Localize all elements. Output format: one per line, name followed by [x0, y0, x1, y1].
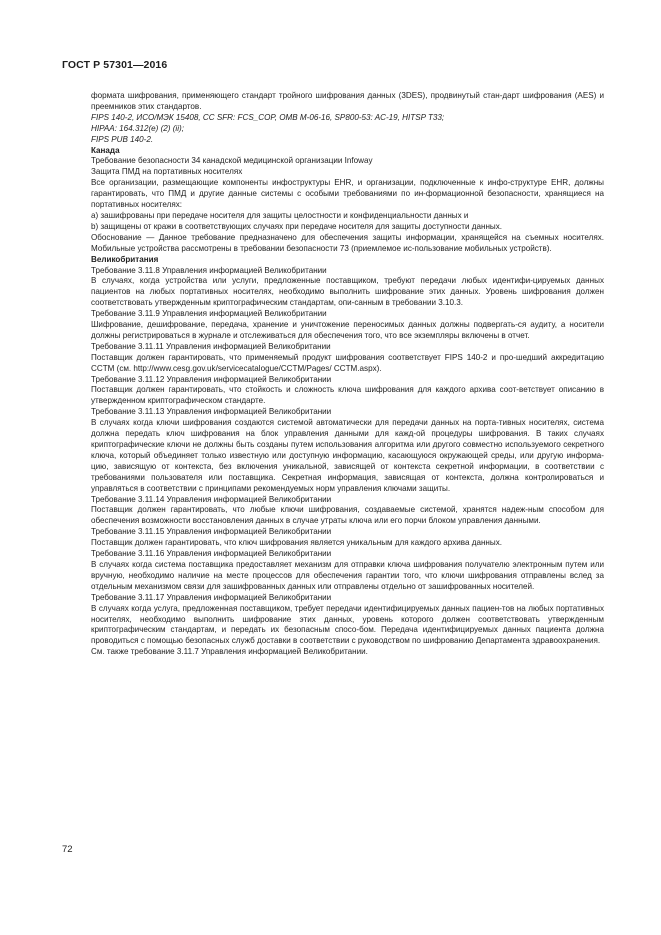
section-heading: Канада: [91, 145, 120, 155]
paragraph: b) защищены от кражи в соответствующих случаях при передаче носителя для защиты доступности данных.: [91, 221, 503, 231]
paragraph: Требование 3.11.14 Управления информацией Великобритании: [91, 494, 332, 504]
paragraph: Поставщик должен гарантировать, что ключ шифрования является уникальным для каждого архива данных.: [91, 538, 502, 548]
paragraph: формата шифрования, применяющего стандарт тройного шифрования данных (3DES), продвинутый стан-дарт шифрования (AES) и преемников этих стандартов.: [91, 91, 604, 111]
paragraph: В случаях, когда устройства или услуги, предложенные поставщиком, требуют передачи любых идентифи-цируемых данных пациентов на любых портативных носителях, необходимо выполнить шифрование этих данных. Уровень шифрования должен соответствовать утвержденным криптографическим стандартам, опи-санным в требовании 3.10.3.: [91, 276, 604, 308]
paragraph: Требование 3.11.9 Управления информацией Великобритании: [91, 309, 327, 319]
paragraph: Поставщик должен гарантировать, что стойкость и сложность ключа шифрования для каждого архива соот-ветствует описанию в утвержденном криптографическом стандарте.: [91, 385, 604, 406]
document-body: [91, 91, 604, 658]
document-header: ГОСТ Р 57301—2016: [62, 59, 168, 71]
paragraph: HIPAA: 164.312(e) (2) (ii);: [91, 123, 184, 133]
paragraph: Обоснование — Данное требование предназначено для обеспечения защиты информации, хранящейся на съемных носителях. Мобильные устройства рассмотрены в требовании безопасности 73 (приемлемое ис-пользование мобильных устройств).: [91, 232, 604, 253]
paragraph: FIPS PUB 140-2.: [91, 134, 154, 144]
paragraph: Шифрование, дешифрование, передача, хранение и уничтожение переносимых данных должны подвергать-ся аудиту, а носители должны регистрироваться в журнале и отслеживаться для обеспечения того, что все экземпляры включены в отчет.: [91, 320, 604, 340]
paragraph: Требование 3.11.16 Управления информацией Великобритании: [91, 549, 332, 559]
paragraph: Требование 3.11.17 Управления информацией Великобритании: [91, 592, 332, 602]
paragraph: Требование безопасности 34 канадской медицинской организации Infoway: [91, 156, 373, 166]
paragraph: а) зашифрованы при передаче носителя для защиты целостности и конфиденциальности данных и: [91, 210, 469, 220]
paragraph: Требование 3.11.15 Управления информацией Великобритании: [91, 527, 332, 537]
paragraph: Поставщик должен гарантировать, что любые ключи шифрования, создаваемые системой, хранятся надеж-ным способом для обеспечения возможности восстановления данных в случае утраты ключа или его порчи блоком управления данными.: [91, 505, 604, 526]
paragraph: Требование 3.11.8 Управления информацией Великобритании: [91, 265, 327, 275]
section-heading: Великобритания: [91, 254, 159, 264]
paragraph: Требование 3.11.11 Управления информацией Великобритании: [91, 341, 331, 351]
paragraph: Требование 3.11.13 Управления информацией Великобритании: [91, 407, 332, 417]
paragraph: См. также требование 3.11.7 Управления информацией Великобритании.: [91, 647, 368, 657]
page-number: 72: [62, 844, 73, 855]
paragraph: В случаях когда система поставщика предоставляет механизм для отправки ключа шифрования получателю электронным путем или вручную, необходимо наличие на месте процессов для обеспечения гарантии того, что ключи шифрования отправлены вслед за отдельным механизмом связи для зашифрованных данных или отправлены отдельно от зашифрованных носителей.: [91, 559, 604, 591]
paragraph: В случаях когда ключи шифрования создаются системой автоматически для передачи данных на порта-тивных носителях, система должна передать ключ шифрования на блок управления данными для кажд-ой процедуры шифрования. В таких случаях криптографические ключи не должны быть созданы путем использования алгоритма или другого совместно используемого секретного ключа, который объединяет только известную или доступную информацию, касающуюся окружающей среды, или другую информа-цию, зависящую от контекста, без включения уникальной, зависящей от контекста секретной информации, в соответствии с требованиями пользователя или поставщика. Секретная информация, зависящая от контекста, должна контролироваться и управляться в соответствии с принципами рекомендуемых норм управления ключами защиты.: [91, 418, 604, 493]
paragraph: FIPS 140-2, ИСО/МЭК 15408, CC SFR: FCS_COP, OMB M-06-16, SP800-53: AC-19, HITSP T33;: [91, 112, 445, 122]
paragraph: Поставщик должен гарантировать, что применяемый продукт шифрования соответствует FIPS 140-2 и про-шедший аккредитацию CCTM (см. http://www.cesg.gov.uk/servicecatalogue/CCTM/Pages/ CCTM.aspx).: [91, 352, 604, 373]
paragraph: Все организации, размещающие компоненты инфоструктуры EHR, и организации, подключенные к инфо-структуре EHR, должны гарантировать, что ПМД и другие данные системы с особыми требованиями по ин-формационной безопасности, хранящиеся на портативных носителях:: [91, 178, 604, 210]
paragraph: В случаях когда услуга, предложенная поставщиком, требует передачи идентифицируемых данных пациен-тов на любых портативных носителях, необходимо выполнить шифрование этих данных, уровень которого должен соответствовать утвержденным криптографическим стандартам, и передать их безопасным спосо-бом. Передача идентифицируемых данных пациента должна проводиться с помощью безопасных служб доставки в соответствии с руководством по шифрованию Департамента здравоохранения.: [91, 603, 604, 646]
paragraph: Защита ПМД на портативных носителях: [91, 167, 243, 177]
paragraph: Требование 3.11.12 Управления информацией Великобритании: [91, 374, 332, 384]
